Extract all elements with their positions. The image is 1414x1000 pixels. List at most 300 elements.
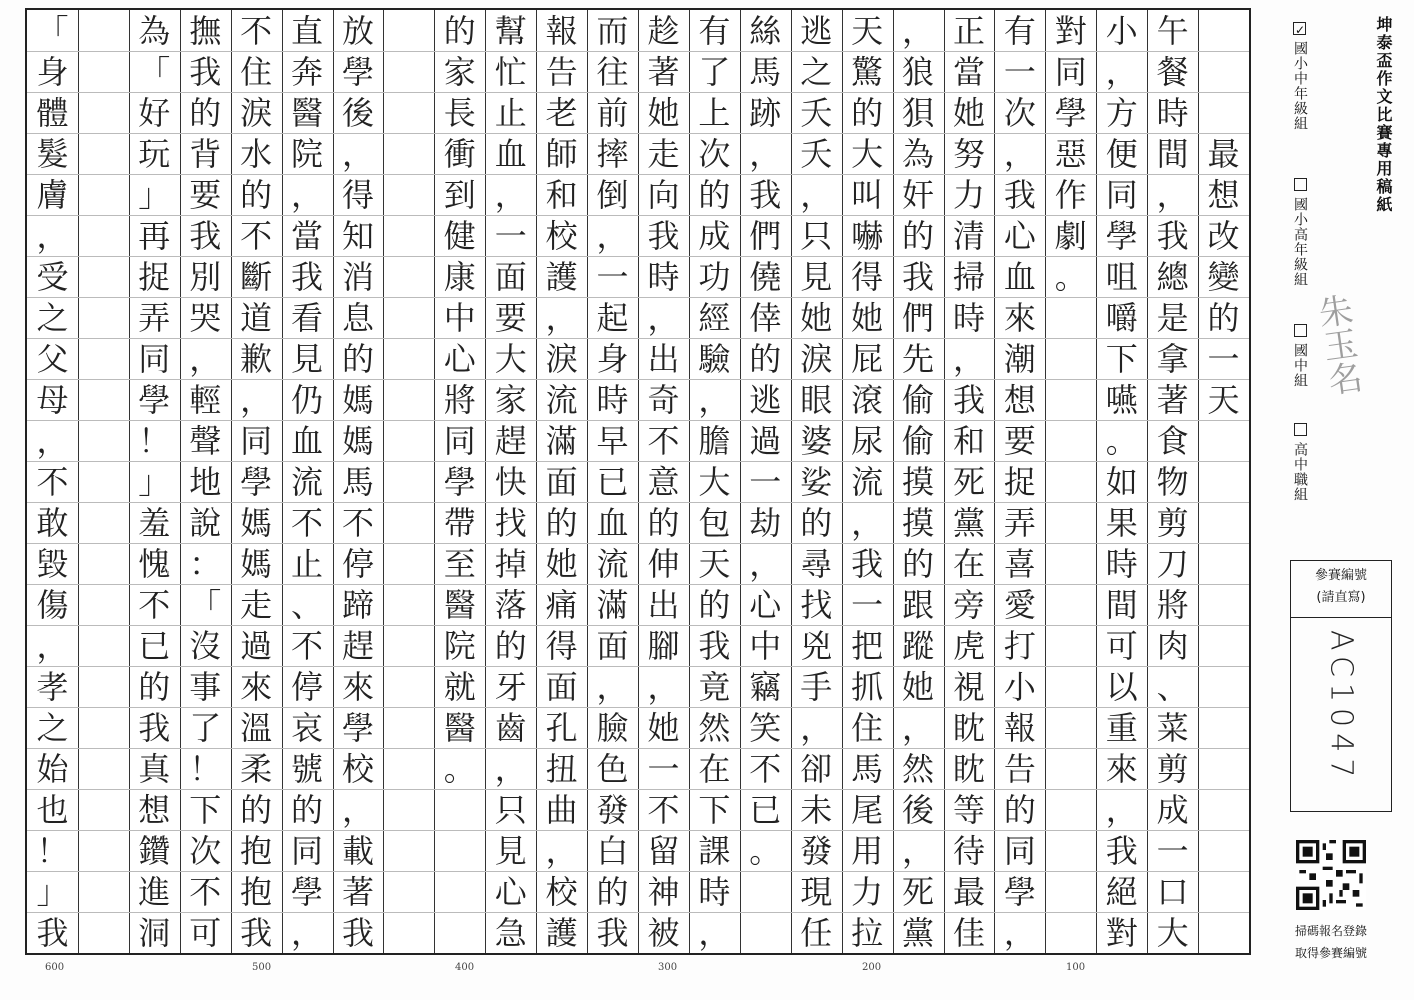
grid-character: 午 — [1156, 11, 1189, 50]
grid-character: 流 — [291, 462, 324, 501]
grid-character: ， — [952, 339, 985, 378]
grid-character: 要 — [494, 298, 527, 337]
grid-character: 她 — [952, 93, 985, 132]
grid-character: 尿 — [851, 421, 884, 460]
grid-character: 媽 — [240, 544, 273, 583]
grid-character: 小 — [1003, 667, 1036, 706]
grid-character: 抱 — [240, 831, 273, 870]
grid-character: 絲 — [749, 11, 782, 50]
grid-character: 校 — [545, 216, 578, 255]
grid-character: 流 — [545, 380, 578, 419]
grid-character: 的 — [443, 11, 476, 50]
contest-title: 坤泰盃作文比賽專用稿紙 — [1374, 16, 1393, 214]
grid-character: 黨 — [902, 913, 935, 952]
grid-character: 衝 — [443, 134, 476, 173]
grid-character: ， — [545, 831, 578, 870]
grid-character: 停 — [341, 544, 374, 583]
grid-character: 馬 — [851, 749, 884, 788]
grid-character: 我 — [138, 708, 171, 747]
grid-character: 了 — [189, 708, 222, 747]
grid-character: 清 — [952, 216, 985, 255]
grade-option-senior-high[interactable] — [1290, 423, 1310, 502]
grid-character: 早 — [596, 421, 629, 460]
grid-character: 的 — [596, 872, 629, 911]
grid-character: 待 — [952, 831, 985, 870]
grid-character: ， — [647, 298, 680, 337]
grid-character: 學 — [1105, 216, 1138, 255]
grid-character: 拿 — [1156, 339, 1189, 378]
grid-character: 面 — [545, 462, 578, 501]
grid-character: 叫 — [851, 175, 884, 214]
grid-character: 同 — [240, 421, 273, 460]
grid-character: 淚 — [800, 339, 833, 378]
grid-character: 喜 — [1003, 544, 1036, 583]
grid-character: 一 — [647, 749, 680, 788]
grid-character: 已 — [138, 626, 171, 665]
grid-character: 如 — [1105, 462, 1138, 501]
grid-character: 弄 — [138, 298, 171, 337]
qr-line-1: 掃碼報名登錄 — [1294, 924, 1367, 938]
grid-character: 正 — [952, 11, 985, 50]
grid-character: 膚 — [36, 175, 69, 214]
grid-character: 院 — [443, 626, 476, 665]
ruler-100: 100 — [1066, 962, 1086, 973]
grid-character: 之 — [36, 298, 69, 337]
grid-character: 媽 — [341, 380, 374, 419]
grid-character: ， — [902, 11, 935, 50]
grid-character: 趕 — [341, 626, 374, 665]
grid-character: 滾 — [851, 380, 884, 419]
grid-character: 天 — [698, 544, 731, 583]
grid-character: 已 — [749, 790, 782, 829]
grid-character: 來 — [1105, 749, 1138, 788]
grid-character: 輕 — [189, 380, 222, 419]
grid-character: 我 — [596, 913, 629, 952]
grid-character: 伸 — [647, 544, 680, 583]
grid-character: 息 — [341, 298, 374, 337]
grid-character: 要 — [1003, 421, 1036, 460]
grid-character: 我 — [1156, 216, 1189, 255]
grid-character: 只 — [494, 790, 527, 829]
grid-character: 掃 — [952, 257, 985, 296]
grid-character: 「 — [138, 52, 171, 91]
grid-character: 不 — [291, 503, 324, 542]
grid-character: 屁 — [851, 339, 884, 378]
grid-character: 報 — [545, 11, 578, 50]
grid-character: 時 — [952, 298, 985, 337]
grade-label: 高中職組 — [1292, 442, 1308, 502]
grid-character: 心 — [749, 585, 782, 624]
grid-character: 幫 — [494, 11, 527, 50]
grid-character: 已 — [596, 462, 629, 501]
grid-character: 著 — [341, 872, 374, 911]
grid-character: 掉 — [494, 544, 527, 583]
grid-character: 手 — [800, 667, 833, 706]
grid-character: 以 — [1105, 667, 1138, 706]
grid-character: 作 — [1054, 175, 1087, 214]
grid-character: 一 — [851, 585, 884, 624]
ruler-300: 300 — [658, 962, 678, 973]
grid-character: 也 — [36, 790, 69, 829]
grid-character: 在 — [698, 749, 731, 788]
grid-character: 跟 — [902, 585, 935, 624]
grid-character: 在 — [952, 544, 985, 583]
grid-character: 惡 — [1054, 134, 1087, 173]
grid-character: 果 — [1105, 503, 1138, 542]
grid-character: ， — [1156, 175, 1189, 214]
grid-character: 眈 — [952, 708, 985, 747]
grid-character: 面 — [596, 626, 629, 665]
grid-character: 神 — [647, 872, 680, 911]
grid-character: 前 — [596, 93, 629, 132]
grid-character: 為 — [138, 11, 171, 50]
grid-character: 留 — [647, 831, 680, 870]
grid-character: 不 — [291, 626, 324, 665]
grid-character: 時 — [1156, 93, 1189, 132]
grid-character: 號 — [291, 749, 324, 788]
grid-character: 驚 — [851, 52, 884, 91]
grid-character: 放 — [341, 11, 374, 50]
grid-character: 偷 — [902, 380, 935, 419]
grid-character: 菜 — [1156, 708, 1189, 747]
grid-character: 受 — [36, 257, 69, 296]
grid-character: 得 — [545, 626, 578, 665]
grid-character: 捉 — [138, 257, 171, 296]
grid-character: 她 — [851, 298, 884, 337]
grid-character: 而 — [596, 11, 629, 50]
grid-character: 奸 — [902, 175, 935, 214]
grid-character: 最 — [952, 872, 985, 911]
grid-character: 進 — [138, 872, 171, 911]
grid-character: 的 — [240, 175, 273, 214]
grid-character: 中 — [749, 626, 782, 665]
grid-character: 虎 — [952, 626, 985, 665]
grid-character: 天 — [1207, 380, 1240, 419]
grid-character: 扭 — [545, 749, 578, 788]
grid-character: ， — [698, 913, 731, 952]
grid-character: 見 — [800, 257, 833, 296]
grid-character: ， — [240, 380, 273, 419]
grid-character: ， — [291, 175, 324, 214]
qr-code-icon[interactable] — [1296, 840, 1366, 910]
grid-character: 仍 — [291, 380, 324, 419]
grid-character: 直 — [291, 11, 324, 50]
grid-character: ， — [1105, 790, 1138, 829]
grid-character: 奔 — [291, 52, 324, 91]
grid-character: 血 — [596, 503, 629, 542]
grid-character: 下 — [698, 790, 731, 829]
grid-character: 後 — [341, 93, 374, 132]
grid-character: 哭 — [189, 298, 222, 337]
grid-character: 曲 — [545, 790, 578, 829]
grid-character: 她 — [902, 667, 935, 706]
grid-character: 臉 — [596, 708, 629, 747]
grid-character: 抓 — [851, 667, 884, 706]
grid-character: 我 — [189, 216, 222, 255]
grid-character: ！ — [138, 421, 171, 460]
grid-character: 背 — [189, 134, 222, 173]
grid-character: 的 — [698, 585, 731, 624]
grid-character: 至 — [443, 544, 476, 583]
grid-character: 佳 — [952, 913, 985, 952]
grid-character: 道 — [240, 298, 273, 337]
grid-character: 她 — [647, 93, 680, 132]
grid-character: 不 — [749, 749, 782, 788]
grid-character: 然 — [902, 749, 935, 788]
grid-character: 肉 — [1156, 626, 1189, 665]
grid-character: 狼 — [902, 52, 935, 91]
grid-character: 的 — [138, 667, 171, 706]
grid-character: 物 — [1156, 462, 1189, 501]
grid-character: 力 — [952, 175, 985, 214]
grid-character: 死 — [952, 462, 985, 501]
grid-character: 撫 — [189, 11, 222, 50]
grid-character: 我 — [36, 913, 69, 952]
grid-character: 摸 — [902, 503, 935, 542]
grid-character: 媽 — [240, 503, 273, 542]
grid-character: 的 — [291, 790, 324, 829]
grid-character: 現 — [800, 872, 833, 911]
grid-character: 。 — [443, 749, 476, 788]
grid-character: 護 — [545, 913, 578, 952]
checkbox-icon[interactable] — [1294, 178, 1307, 191]
grid-character: 趁 — [647, 11, 680, 50]
checkbox-icon[interactable] — [1294, 324, 1307, 337]
grid-character: 校 — [545, 872, 578, 911]
grid-character: 康 — [443, 257, 476, 296]
grid-character: 我 — [698, 626, 731, 665]
grid-character: 方 — [1105, 93, 1138, 132]
qr-line-2: 取得參賽編號 — [1294, 946, 1367, 960]
grid-character: 跡 — [749, 93, 782, 132]
grid-character: 的 — [647, 503, 680, 542]
grid-character: 將 — [1156, 585, 1189, 624]
grid-character: 起 — [596, 298, 629, 337]
grid-character: 卻 — [800, 749, 833, 788]
grid-character: 當 — [291, 216, 324, 255]
grid-character: 我 — [1105, 831, 1138, 870]
entry-number-hint: (請直寫) — [1316, 590, 1366, 605]
grid-character: 急 — [494, 913, 527, 952]
grid-character: 把 — [851, 626, 884, 665]
grid-character: 重 — [1105, 708, 1138, 747]
grid-character: 不 — [647, 790, 680, 829]
checkbox-icon[interactable] — [1294, 423, 1307, 436]
grid-character: 母 — [36, 380, 69, 419]
grade-option-lower-elementary[interactable] — [1290, 22, 1310, 131]
grid-character: 住 — [240, 52, 273, 91]
grid-character: 長 — [443, 93, 476, 132]
grid-character: 快 — [494, 462, 527, 501]
grid-character: 齒 — [494, 708, 527, 747]
grid-character: 有 — [698, 11, 731, 50]
grid-character: 校 — [341, 749, 374, 788]
grid-character: 不 — [240, 11, 273, 50]
grid-character: 消 — [341, 257, 374, 296]
grid-character: 然 — [698, 708, 731, 747]
grid-character: 逃 — [800, 11, 833, 50]
grid-character: 發 — [800, 831, 833, 870]
grid-character: 水 — [240, 134, 273, 173]
grid-character: 事 — [189, 667, 222, 706]
grid-character: 旁 — [952, 585, 985, 624]
grid-character: ， — [291, 913, 324, 952]
grid-character: 孔 — [545, 708, 578, 747]
grid-character: 我 — [902, 257, 935, 296]
grid-character: 便 — [1105, 134, 1138, 173]
grid-character: 我 — [189, 52, 222, 91]
grid-character: 面 — [494, 257, 527, 296]
grid-character: 力 — [851, 872, 884, 911]
grid-character: 的 — [494, 626, 527, 665]
grid-character: 最 — [1207, 134, 1240, 173]
grid-character: 她 — [800, 298, 833, 337]
grid-character: 大 — [494, 339, 527, 378]
grid-character: 的 — [902, 216, 935, 255]
grid-character: 色 — [596, 749, 629, 788]
grid-character: 」 — [36, 872, 69, 911]
grid-character: ！ — [36, 831, 69, 870]
grid-character: ， — [189, 339, 222, 378]
grid-character: 流 — [851, 462, 884, 501]
grid-character: 嚼 — [1105, 298, 1138, 337]
ruler-200: 200 — [862, 962, 882, 973]
grid-character: 打 — [1003, 626, 1036, 665]
grid-character: 體 — [36, 93, 69, 132]
grid-character: ， — [36, 421, 69, 460]
grid-character: 。 — [749, 831, 782, 870]
grid-character: 摸 — [902, 462, 935, 501]
grid-character: ， — [494, 749, 527, 788]
grid-character: 次 — [698, 134, 731, 173]
grid-character: 努 — [952, 134, 985, 173]
grid-character: 師 — [545, 134, 578, 173]
grid-character: 絕 — [1105, 872, 1138, 911]
grid-character: 改 — [1207, 216, 1240, 255]
grid-character: 歉 — [240, 339, 273, 378]
grid-character: 馬 — [341, 462, 374, 501]
grid-character: 婆 — [800, 421, 833, 460]
grid-character: 來 — [1003, 298, 1036, 337]
grid-character: 報 — [1003, 708, 1036, 747]
grid-character: 看 — [291, 298, 324, 337]
grid-character: ， — [596, 667, 629, 706]
grid-character: 腳 — [647, 626, 680, 665]
grid-character: 眼 — [800, 380, 833, 419]
grid-character: 任 — [800, 913, 833, 952]
grid-character: 。 — [1105, 421, 1138, 460]
grid-character: 她 — [545, 544, 578, 583]
grid-character: 著 — [647, 52, 680, 91]
grid-character: 功 — [698, 257, 731, 296]
grid-character: 院 — [291, 134, 324, 173]
grid-character: 血 — [291, 421, 324, 460]
grid-character: ， — [749, 544, 782, 583]
grid-character: 們 — [749, 216, 782, 255]
grid-character: 死 — [902, 872, 935, 911]
grid-character: 沒 — [189, 626, 222, 665]
grid-character: 的 — [240, 790, 273, 829]
grid-character: 我 — [1003, 175, 1036, 214]
grid-character: 不 — [647, 421, 680, 460]
grid-character: 時 — [596, 380, 629, 419]
grid-character: 玩 — [138, 134, 171, 173]
grid-character: 滿 — [545, 421, 578, 460]
grid-character: 父 — [36, 339, 69, 378]
grid-character: 當 — [952, 52, 985, 91]
grade-label: 國小中年級組 — [1292, 41, 1308, 131]
grid-character: 、 — [1156, 667, 1189, 706]
grid-character: 經 — [698, 298, 731, 337]
grid-character: 下 — [1105, 339, 1138, 378]
grade-option-junior-high[interactable] — [1290, 324, 1310, 388]
checkbox-checked-icon[interactable]: ✓ — [1293, 23, 1307, 38]
grid-character: 柔 — [240, 749, 273, 788]
grade-option-upper-elementary[interactable] — [1290, 178, 1310, 287]
grid-character: 兇 — [800, 626, 833, 665]
grid-character: 再 — [138, 216, 171, 255]
grid-character: 想 — [1207, 175, 1240, 214]
grid-character: 弄 — [1003, 503, 1036, 542]
grid-character: 為 — [902, 134, 935, 173]
grid-character: 髮 — [36, 134, 69, 173]
grid-character: 著 — [1156, 380, 1189, 419]
grid-character: 剪 — [1156, 503, 1189, 542]
grid-character: 驗 — [698, 339, 731, 378]
writing-grid — [25, 8, 1251, 955]
grid-character: 可 — [189, 913, 222, 952]
grid-character: 餐 — [1156, 52, 1189, 91]
grid-character: 醫 — [291, 93, 324, 132]
grid-character: 偷 — [902, 421, 935, 460]
grid-character: 僥 — [749, 257, 782, 296]
column-divider — [78, 10, 79, 953]
grid-character: ， — [647, 667, 680, 706]
grid-character: 捉 — [1003, 462, 1036, 501]
grid-character: 有 — [1003, 11, 1036, 50]
grid-character: 嚇 — [851, 216, 884, 255]
grid-character: 要 — [189, 175, 222, 214]
grid-character: 學 — [1054, 93, 1087, 132]
grid-character: 牙 — [494, 667, 527, 706]
grid-character: 同 — [291, 831, 324, 870]
grid-character: 將 — [443, 380, 476, 419]
grid-character: 上 — [698, 93, 731, 132]
grid-character: 就 — [443, 667, 476, 706]
grid-character: 洞 — [138, 913, 171, 952]
grid-character: 我 — [647, 216, 680, 255]
grid-character: 傷 — [36, 585, 69, 624]
grid-character: 我 — [240, 913, 273, 952]
grid-character: 拉 — [851, 913, 884, 952]
grid-character: 見 — [494, 831, 527, 870]
handwritten-signature: 朱玉名 — [1310, 291, 1364, 398]
grid-character: 食 — [1156, 421, 1189, 460]
grid-character: ， — [1003, 134, 1036, 173]
grid-character: 我 — [291, 257, 324, 296]
grid-character: 對 — [1105, 913, 1138, 952]
grid-character: ， — [902, 708, 935, 747]
grid-character: 流 — [596, 544, 629, 583]
grid-character: 的 — [1207, 298, 1240, 337]
grid-character: 不 — [240, 216, 273, 255]
grid-character: ， — [494, 175, 527, 214]
grid-character: 」 — [138, 175, 171, 214]
grid-character: ！ — [189, 749, 222, 788]
grid-character: ， — [1003, 913, 1036, 952]
grid-character: 醫 — [443, 585, 476, 624]
grid-character: ， — [749, 134, 782, 173]
